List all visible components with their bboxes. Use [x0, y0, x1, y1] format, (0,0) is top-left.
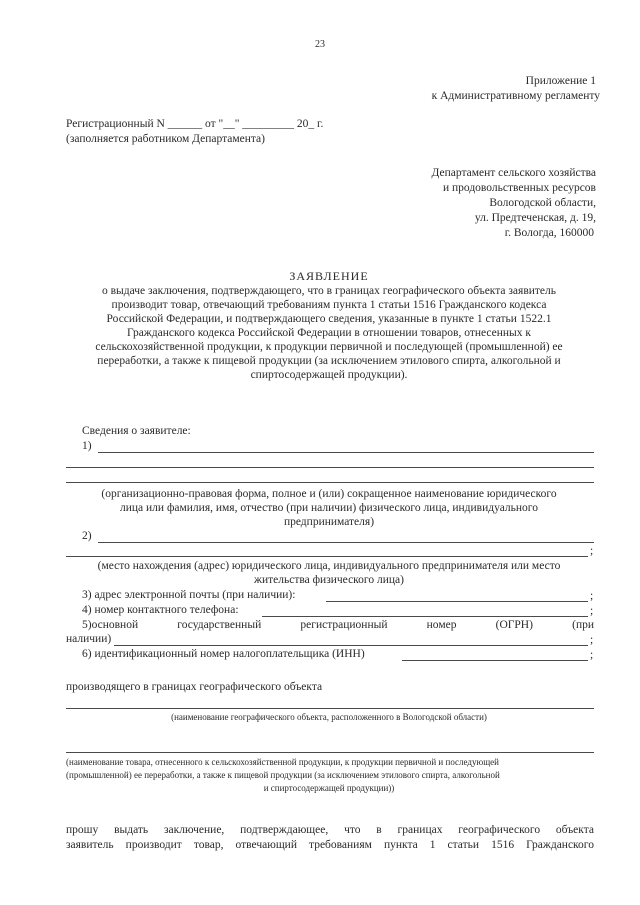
- applicant-item-5-word-4: номер: [426, 619, 457, 631]
- applicant-item-4: 4) номер контактного телефона:: [82, 604, 239, 616]
- applicant-item-2-label: 2): [82, 530, 92, 542]
- applicant-item-3: 3) адрес электронной почты (при наличии):: [82, 589, 296, 601]
- applicant-item-5-line: [114, 645, 588, 646]
- applicant-item-1-note-1: (организационно-правовая форма, полное и (или) сокращенное наименование юридического: [101, 488, 557, 500]
- applicant-item-2-note-2: жительства физического лица): [254, 574, 404, 586]
- applicant-item-1-line-3: [66, 482, 594, 483]
- addressee-line-4: ул. Предтеченская, д. 19,: [474, 212, 596, 224]
- producing-text: производящего в границах географического объекта: [66, 681, 323, 693]
- applicant-item-2-line-2: [66, 556, 588, 557]
- subtitle-line-4: Гражданского кодекса Российской Федерации в отношении товаров, отнесенных к: [127, 327, 531, 339]
- geographic-object-note: (наименование географического объекта, расположенного в Вологодской области): [171, 712, 487, 722]
- subtitle-line-1: о выдаче заключения, подтверждающего, что в границах географического объекта заявитель: [101, 285, 557, 297]
- geographic-object-line: [66, 708, 594, 709]
- registration-number-line: Регистрационный N ______ от "__" _________ 20_ г.: [66, 118, 324, 130]
- addressee-line-2: и продовольственных ресурсов: [442, 182, 596, 194]
- subtitle-line-6: переработки, а также к пищевой продукции (за исключением этилового спирта, алкогольной и: [97, 355, 561, 367]
- applicant-item-4-semicolon: ;: [590, 605, 594, 617]
- request-line-1: прошу выдать заключение, подтверждающее, что в границах географического объекта: [66, 823, 594, 836]
- appendix-line-1: Приложение 1: [525, 75, 596, 87]
- request-line-2: заявитель производит товар, отвечающий требованиям пункта 1 статьи 1516 Гражданского: [66, 838, 594, 851]
- document-title: ЗАЯВЛЕНИЕ: [289, 269, 369, 283]
- addressee-line-3: Вологодской области,: [489, 197, 596, 209]
- applicant-item-5-word-1: 5)основной: [82, 619, 139, 631]
- applicant-item-5-word-2: государственный: [177, 619, 262, 631]
- applicant-item-5-continued: наличии): [66, 633, 112, 645]
- page-number: 23: [315, 39, 325, 50]
- applicant-heading: Сведения о заявителе:: [82, 425, 191, 437]
- applicant-item-3-semicolon: ;: [590, 590, 594, 602]
- applicant-item-2-line: [98, 542, 594, 543]
- applicant-item-6-line: [402, 660, 588, 661]
- registration-note: (заполняется работником Департамента): [66, 133, 265, 145]
- addressee-line-5: г. Вологда, 160000: [504, 227, 594, 239]
- applicant-item-5-word-3: регистрационный: [300, 619, 388, 631]
- applicant-item-5-semicolon: ;: [590, 634, 594, 646]
- applicant-item-1-note-3: предпринимателя): [283, 516, 375, 528]
- addressee-line-1: Департамент сельского хозяйства: [431, 167, 596, 179]
- applicant-item-2-semicolon: ;: [590, 545, 594, 557]
- product-note-2: (промышленной) ее переработки, а также к пищевой продукции (за исключением этилового спирта, алкогольной: [66, 770, 500, 780]
- appendix-line-2: к Административному регламенту: [431, 90, 600, 102]
- subtitle-line-7: спиртосодержащей продукции).: [250, 369, 408, 381]
- subtitle-line-3: Российской Федерации, и подтверждающего сведения, указанные в пункте 1 статьи 1522.1: [106, 313, 552, 325]
- subtitle-line-5: сельскохозяйственной продукции, к продукции первичной и последующей (промышленной) ее: [95, 341, 563, 353]
- applicant-item-2-note-1: (место нахождения (адрес) юридического лица, индивидуального предпринимателя или место: [97, 560, 561, 572]
- applicant-item-1-line: [98, 452, 594, 453]
- product-note-3: и спиртосодержащей продукции)): [263, 783, 395, 793]
- applicant-item-5-word-6: (при: [572, 619, 594, 631]
- applicant-item-1-label: 1): [82, 440, 92, 452]
- applicant-item-1-line-2: [66, 467, 594, 468]
- subtitle-line-2: производит товар, отвечающий требованиям пункта 1 статьи 1516 Гражданского кодекса: [111, 299, 547, 311]
- applicant-item-5: [82, 618, 594, 632]
- applicant-item-6-semicolon: ;: [590, 649, 594, 661]
- applicant-item-5-word-5: (ОГРН): [495, 619, 533, 631]
- product-note-1: (наименование товара, отнесенного к сельскохозяйственной продукции, к продукции первичной и последующей: [66, 757, 499, 767]
- applicant-item-6: 6) идентификационный номер налогоплательщика (ИНН): [82, 648, 365, 660]
- applicant-item-1-note-2: лица или фамилия, имя, отчество (при наличии) физического лица, индивидуального: [120, 502, 538, 514]
- product-line: [66, 752, 594, 753]
- applicant-item-4-line: [262, 616, 588, 617]
- applicant-item-3-line: [326, 601, 588, 602]
